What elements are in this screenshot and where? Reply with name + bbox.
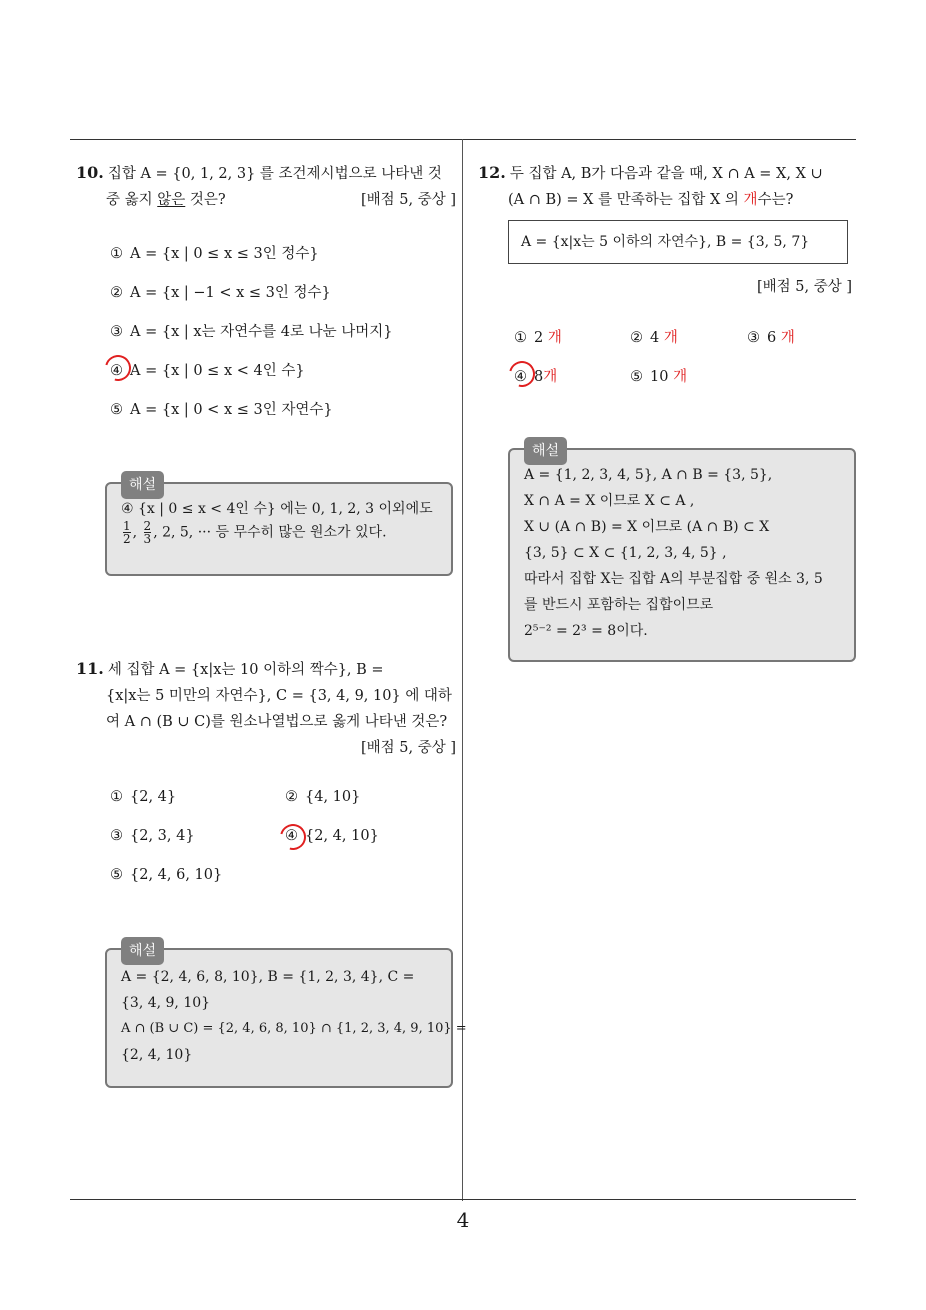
given-condition-box: A = {x|x는 5 이하의 자연수}, B = {3, 5, 7} — [508, 220, 848, 264]
question-text: (A ∩ B) = X 를 만족하는 집합 X 의 — [508, 192, 744, 208]
choice-mark: ④ — [514, 369, 527, 385]
choice-text: {2, 4, 6, 10} — [130, 867, 223, 883]
fraction-two-thirds: $\frac{2}{3}$ — [143, 519, 152, 546]
explanation-line: {3, 5} ⊂ X ⊂ {1, 2, 3, 4, 5} , — [524, 545, 727, 561]
choice-text: {2, 4} — [130, 789, 177, 805]
choice-number: 10 — [650, 369, 669, 385]
points-label: [배점 5, 중상 ] — [360, 192, 456, 208]
choice-mark: ① — [514, 330, 527, 346]
page-number: 4 — [456, 1208, 470, 1232]
choice-mark: ③ — [747, 330, 760, 346]
question-text: 것은? — [185, 192, 226, 208]
choice-text: A = {x | 0 < x ≤ 3인 자연수} — [130, 402, 333, 418]
explanation-line: {3, 4, 9, 10} — [121, 995, 211, 1011]
explanation-line: 2⁵⁻² = 2³ = 8이다. — [524, 623, 648, 639]
choice-text: {2, 4, 10} — [305, 828, 379, 844]
choice-3[interactable] — [747, 326, 795, 347]
choice-text: A = {x | 0 ≤ x ≤ 3인 정수} — [130, 246, 319, 262]
choice-mark: ⑤ — [110, 867, 123, 883]
explanation-text: , 2, 5, ··· 등 무수히 많은 원소가 있다. — [153, 524, 387, 541]
choice-text: A = {x | −1 < x ≤ 3인 정수} — [130, 285, 331, 301]
choice-3[interactable] — [110, 828, 195, 844]
question-text: 여 A ∩ (B ∪ C)를 원소나열법으로 옳게 나타낸 것은? — [106, 714, 448, 730]
fraction-one-half: $\frac{1}{2}$ — [123, 519, 131, 546]
choice-1[interactable] — [110, 789, 176, 805]
points-label: [배점 5, 중상 ] — [360, 740, 456, 756]
explanation-box-10: 해설 ④ {x | 0 ≤ x < 4인 수} 에는 0, 1, 2, 3 이외에도 $\frac{1}{2}$ , $\frac{2}{3}$ , 2, 5, ··· 등 무수히 많은 원소가 있다. — [105, 482, 453, 576]
choice-5[interactable] — [110, 867, 222, 883]
choice-mark: ③ — [110, 828, 123, 844]
choice-2[interactable] — [285, 789, 360, 805]
answer-circle-mark — [275, 819, 311, 855]
explanation-tag: 해설 — [524, 437, 567, 465]
explanation-line: X ∩ A = X 이므로 X ⊂ A , — [524, 493, 695, 509]
choice-text: {2, 3, 4} — [130, 828, 195, 844]
question-text: 수는? — [757, 192, 794, 208]
explanation-tag: 해설 — [121, 471, 164, 499]
explanation-line: X ∪ (A ∩ B) = X 이므로 (A ∩ B) ⊂ X — [524, 519, 770, 535]
question-10 — [76, 160, 456, 213]
question-12 — [478, 160, 858, 213]
choice-text: A = {x | x는 자연수를 4로 나눈 나머지} — [130, 324, 393, 340]
choice-2[interactable] — [110, 281, 331, 302]
question-number: 11. — [76, 659, 104, 678]
choice-mark: ② — [630, 330, 643, 346]
question-number: 10. — [76, 163, 104, 182]
choice-mark: ④ — [285, 828, 298, 844]
choice-mark: ① — [110, 789, 123, 805]
choice-number: 4 — [650, 330, 660, 346]
question-text: 두 집합 A, B가 다음과 같을 때, X ∩ A = X, X ∪ — [509, 166, 823, 182]
answer-circle-mark — [504, 356, 540, 392]
explanation-line: A = {2, 4, 6, 8, 10}, B = {1, 2, 3, 4}, C = — [121, 969, 415, 985]
underlined-word: 않은 — [157, 192, 186, 208]
choice-1[interactable] — [514, 326, 562, 347]
choice-3[interactable] — [110, 320, 393, 341]
question-number: 12. — [478, 163, 506, 182]
choice-unit: 개 — [780, 330, 795, 346]
question-text: 중 옳지 — [106, 192, 158, 208]
choice-mark: ② — [285, 789, 298, 805]
choice-unit: 개 — [543, 369, 558, 385]
choice-4[interactable] — [110, 359, 305, 380]
choice-mark: ① — [110, 246, 123, 262]
choice-2[interactable] — [630, 326, 678, 347]
choice-unit: 개 — [663, 330, 678, 346]
choice-mark: ② — [110, 285, 123, 301]
choice-number: 6 — [767, 330, 777, 346]
question-11 — [76, 656, 456, 761]
choice-5[interactable] — [630, 365, 687, 386]
highlighted-word: 개 — [743, 192, 758, 208]
choice-1[interactable] — [110, 242, 319, 263]
choice-text: A = {x | 0 ≤ x < 4인 수} — [130, 363, 305, 379]
choice-unit: 개 — [547, 330, 562, 346]
explanation-line: 를 반드시 포함하는 집합이므로 — [524, 597, 714, 613]
explanation-box-12 — [508, 443, 856, 662]
choice-mark: ⑤ — [630, 369, 643, 385]
question-text: 집합 A = {0, 1, 2, 3} 를 조건제시법으로 나타낸 것 — [107, 166, 442, 182]
question-text: {x|x는 5 미만의 자연수}, C = {3, 4, 9, 10} 에 대하 — [106, 688, 452, 704]
column-divider — [462, 139, 463, 1201]
explanation-box-11 — [105, 943, 467, 1088]
choice-unit: 개 — [673, 369, 688, 385]
answer-circle-mark — [100, 350, 136, 386]
explanation-line: A ∩ (B ∪ C) = {2, 4, 6, 8, 10} ∩ {1, 2, 3, 4, 9, 10} = — [121, 1021, 467, 1036]
explanation-line: A = {1, 2, 3, 4, 5}, A ∩ B = {3, 5}, — [524, 467, 773, 483]
explanation-text: ④ {x | 0 ≤ x < 4인 수} 에는 0, 1, 2, 3 이외에도 — [121, 501, 433, 517]
bottom-rule — [70, 1199, 856, 1200]
choice-number: 2 — [534, 330, 544, 346]
explanation-tag: 해설 — [121, 937, 164, 965]
choice-text: {4, 10} — [305, 789, 361, 805]
points-label: [배점 5, 중상 ] — [756, 279, 852, 295]
top-rule — [70, 139, 856, 140]
choice-5[interactable] — [110, 398, 333, 419]
choice-mark: ⑤ — [110, 402, 123, 418]
choice-number: 8 — [534, 369, 544, 385]
question-text: 세 집합 A = {x|x는 10 이하의 짝수}, B = — [107, 662, 384, 678]
choice-mark: ④ — [110, 363, 123, 379]
explanation-line: 따라서 집합 X는 집합 A의 부분집합 중 원소 3, 5 — [524, 571, 823, 587]
explanation-line: {2, 4, 10} — [121, 1047, 193, 1063]
choice-mark: ③ — [110, 324, 123, 340]
